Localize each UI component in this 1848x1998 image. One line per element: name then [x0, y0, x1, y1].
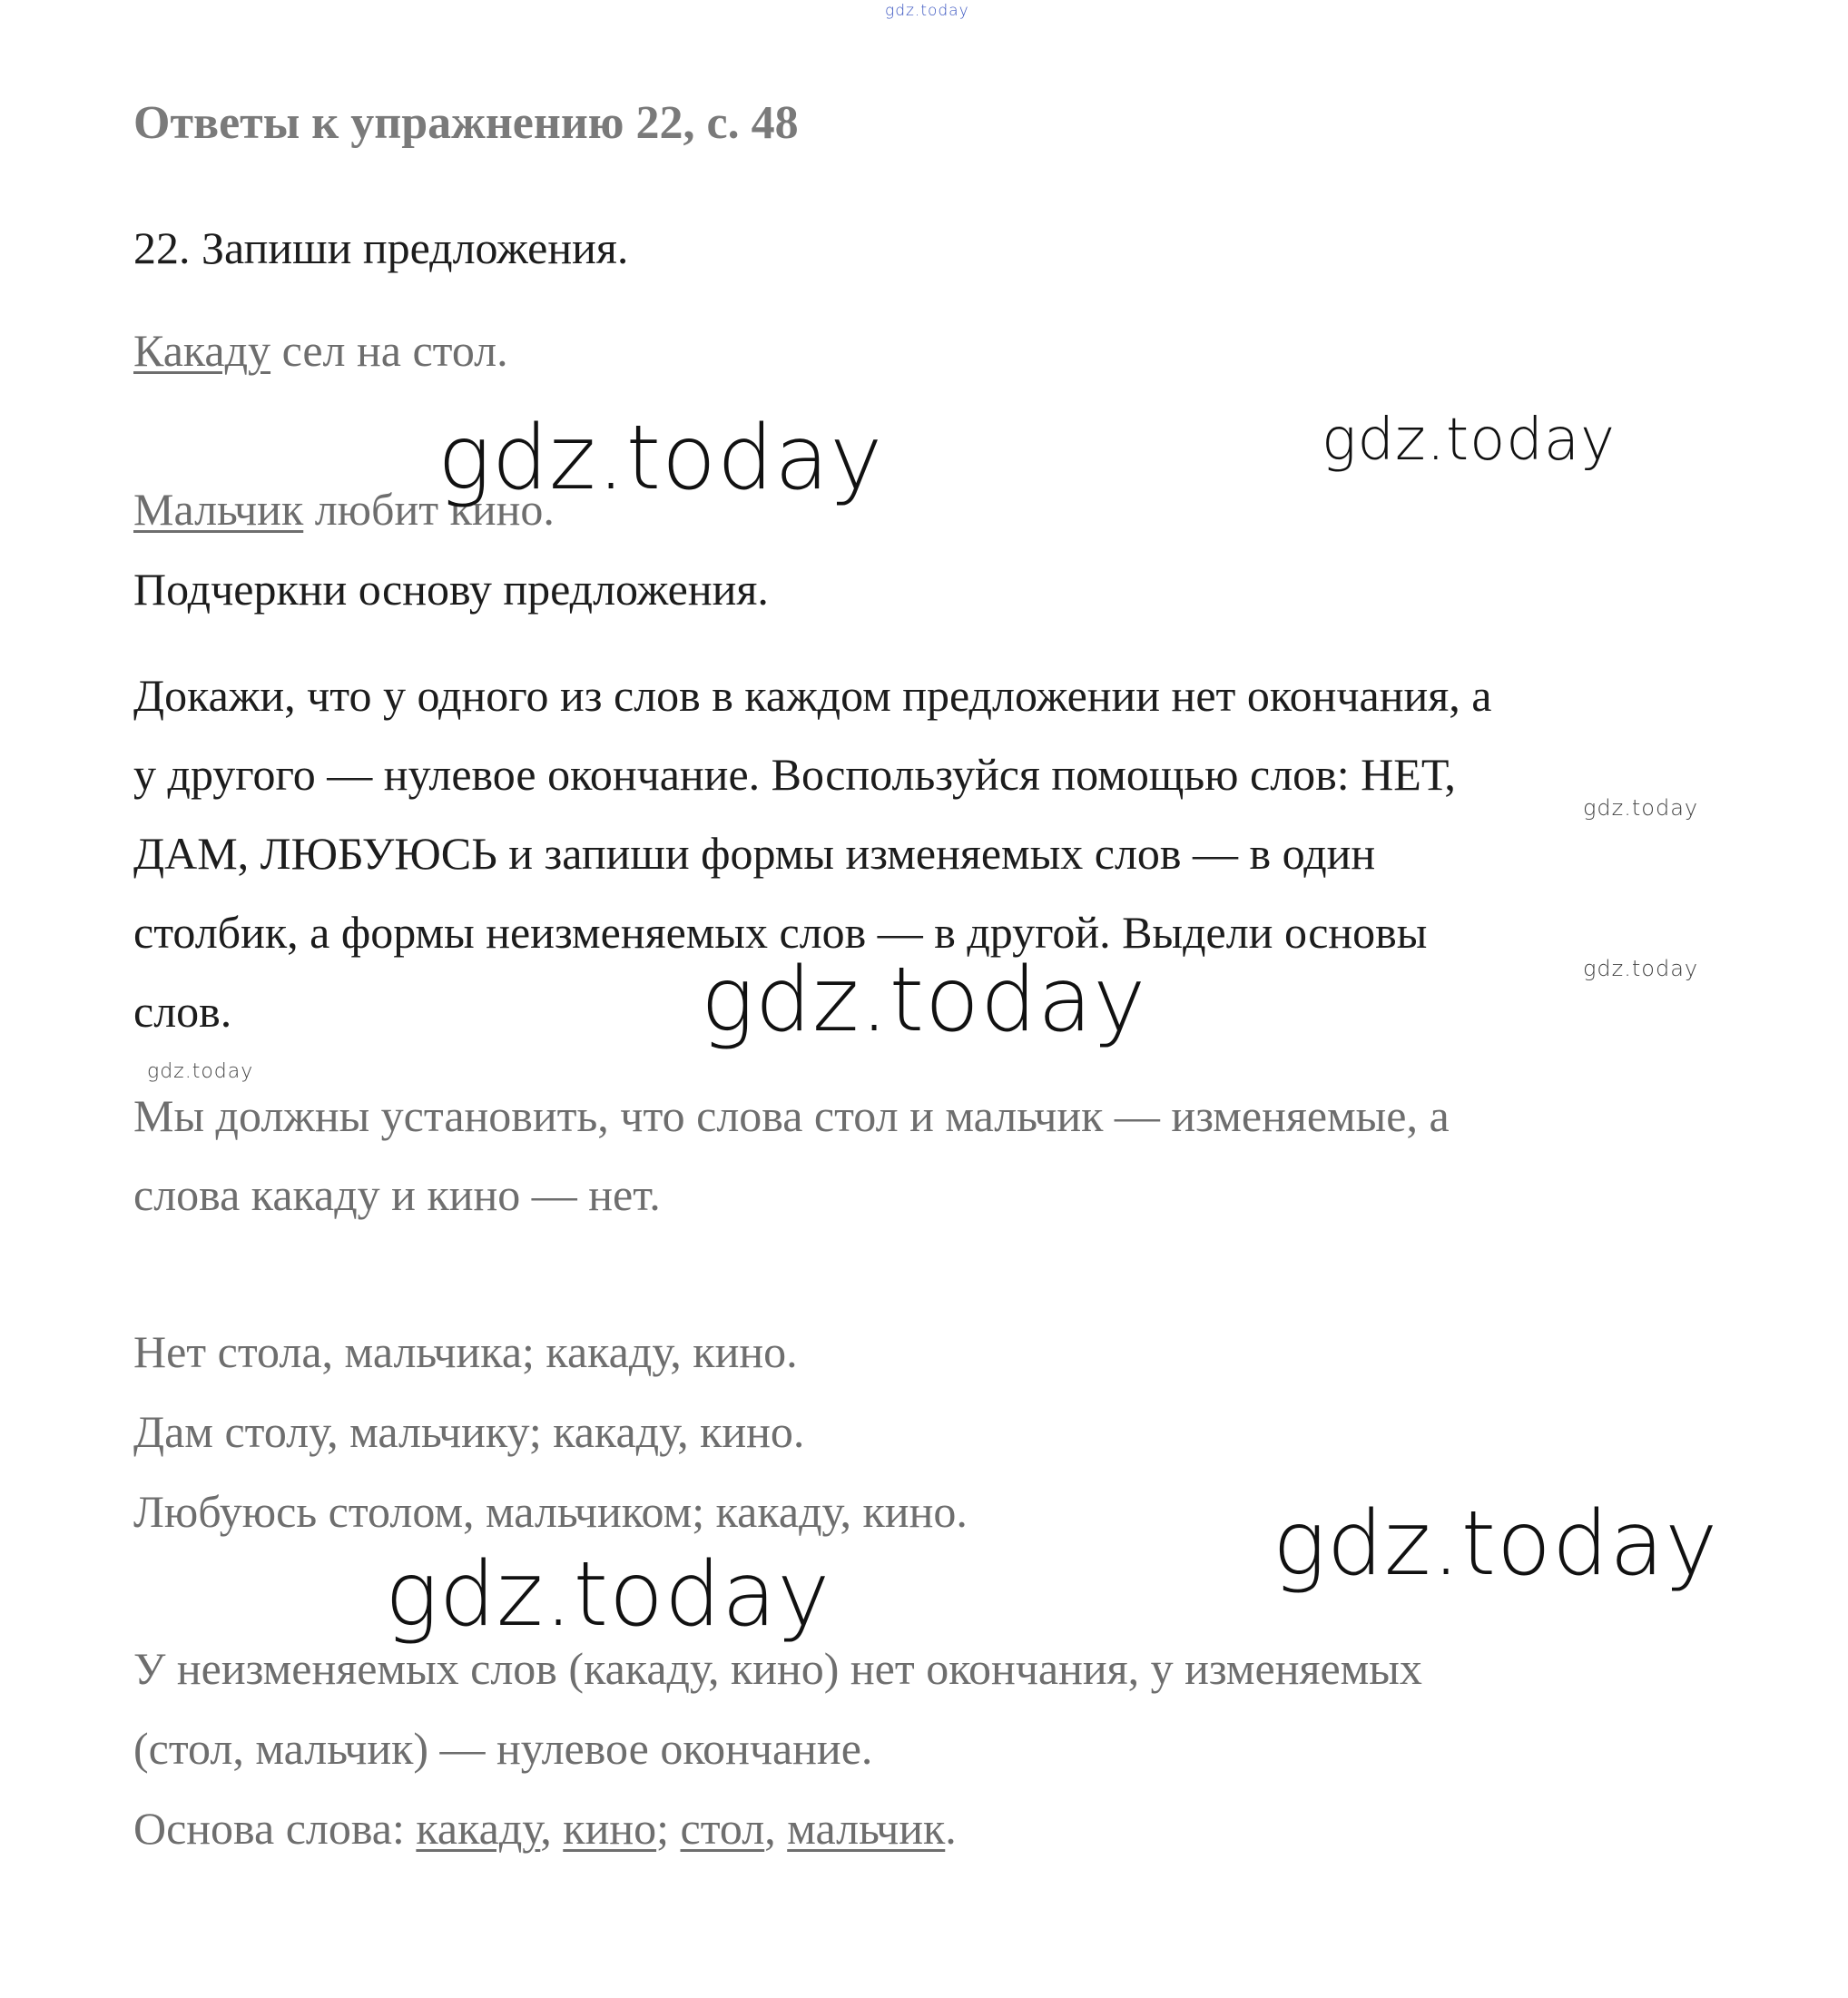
answer-form-line: Нет стола, мальчика; какаду, кино. — [133, 1326, 798, 1377]
answer-proof-line: слова какаду и кино — нет. — [133, 1169, 661, 1220]
watermark: gdz.today — [701, 949, 1147, 1052]
sentence-2-subject: Мальчик — [133, 484, 304, 535]
stem-separator: , — [540, 1803, 564, 1854]
watermark: gdz.today — [385, 1543, 831, 1647]
stems-label: Основа слова: — [133, 1803, 417, 1854]
instruction-line: Докажи, что у одного из слов в каждом предложении нет окончания, а — [133, 670, 1492, 721]
sentence-1 — [133, 324, 508, 377]
watermark: gdz.today — [1322, 407, 1616, 474]
instruction-line: ДАМ, ЛЮБУЮСЬ и запиши формы изменяемых слов — в один — [133, 828, 1376, 879]
sentence-2-rest: любит кино. — [303, 484, 555, 535]
watermark: gdz.today — [1583, 795, 1699, 821]
answer-form-line: Любуюсь столом, мальчиком; какаду, кино. — [133, 1486, 968, 1537]
stem-word: стол — [680, 1803, 765, 1854]
stem-separator: ; — [656, 1803, 681, 1854]
stem-word: какаду — [416, 1803, 541, 1854]
instruction-line: столбик, а формы неизменяемых слов — в другой. Выдели основы — [133, 907, 1428, 958]
task-heading: 22. Запиши предложения. — [133, 222, 629, 273]
watermark: gdz.today — [1273, 1492, 1719, 1596]
watermark: gdz.today — [1583, 956, 1699, 981]
answer-conclusion-line: У неизменяемых слов (какаду, кино) нет окончания, у изменяемых — [133, 1643, 1422, 1694]
sentence-1-subject: Какаду — [133, 325, 271, 376]
answer-form-line: Дам столу, мальчику; какаду, кино. — [133, 1406, 805, 1457]
answer-proof-line: Мы должны установить, что слова стол и мальчик — изменяемые, а — [133, 1090, 1450, 1141]
top-watermark: gdz.today — [885, 2, 969, 20]
sentence-1-rest: сел на стол. — [270, 325, 508, 376]
stem-word: кино — [563, 1803, 657, 1854]
stem-separator: , — [764, 1803, 788, 1854]
stem-end: . — [945, 1803, 957, 1854]
instruction-line: у другого — нулевое окончание. Воспользуйся помощью слов: НЕТ, — [133, 749, 1456, 800]
stem-word: мальчик — [787, 1803, 946, 1854]
page-title: Ответы к упражнению 22, с. 48 — [133, 97, 799, 149]
watermark: gdz.today — [437, 407, 884, 510]
answer-stems — [133, 1802, 957, 1855]
answer-conclusion-line: (стол, мальчик) — нулевое окончание. — [133, 1723, 873, 1774]
watermark: gdz.today — [147, 1060, 254, 1083]
instruction-line: слов. — [133, 986, 232, 1037]
instruction-underline: Подчеркни основу предложения. — [133, 564, 769, 615]
